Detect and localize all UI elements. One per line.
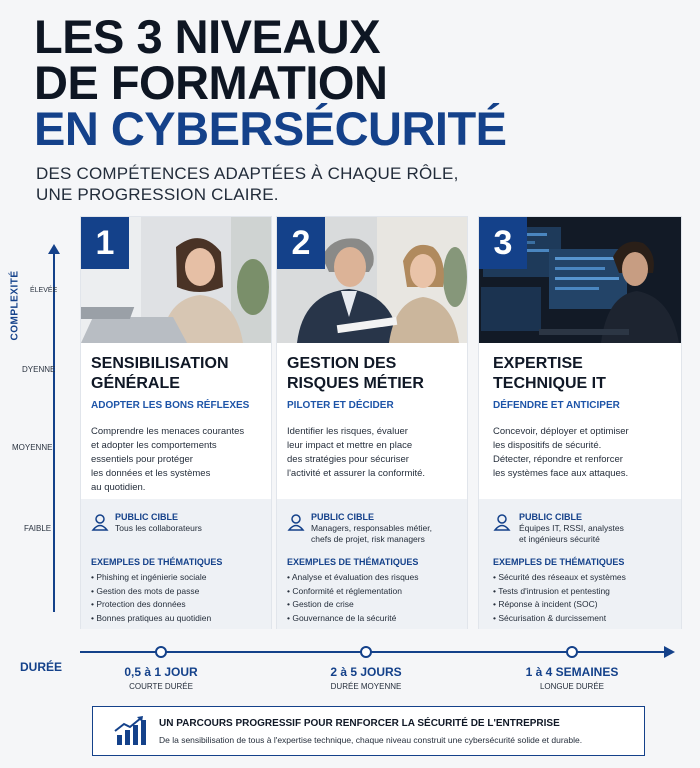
level-card-1 bbox=[80, 216, 272, 629]
examples-list bbox=[91, 571, 269, 626]
public-target-title: PUBLIC CIBLE bbox=[519, 512, 582, 522]
list-item: • Tests d'intrusion et pentesting bbox=[493, 585, 671, 599]
complexity-axis-line bbox=[53, 252, 55, 612]
card-subtitle: DÉFENDRE ET ANTICIPER bbox=[493, 400, 620, 411]
person-icon bbox=[91, 513, 109, 531]
examples-title: EXEMPLES DE THÉMATIQUES bbox=[91, 557, 223, 567]
card-subtitle: PILOTER ET DÉCIDER bbox=[287, 400, 394, 411]
photo-business-meeting bbox=[277, 217, 467, 343]
page-subtitle bbox=[36, 163, 459, 205]
list-item: • Gestion des mots de passe bbox=[91, 585, 269, 599]
card-subtitle: ADOPTER LES BONS RÉFLEXES bbox=[91, 400, 250, 411]
axis-tick-mid-upper: DYENNE bbox=[22, 365, 56, 374]
timeline-dot bbox=[155, 646, 167, 658]
examples-list bbox=[287, 571, 465, 626]
person-icon bbox=[493, 513, 511, 531]
examples-title: EXEMPLES DE THÉMATIQUES bbox=[287, 557, 419, 567]
duration-item-1: 0,5 à 1 JOUR COURTE DURÉE bbox=[124, 665, 198, 691]
public-target-text: Équipes IT, RSSI, analystes et ingénieurs sécurité bbox=[519, 523, 624, 544]
page-title bbox=[34, 10, 507, 155]
list-item: • Gouvernance de la sécurité bbox=[287, 612, 465, 626]
card-title: SENSIBILISATION GÉNÉRALE bbox=[91, 355, 229, 392]
duration-item-3: 1 à 4 SEMAINES LONGUE DURÉE bbox=[525, 665, 619, 691]
subtitle-line-1: DES COMPÉTENCES ADAPTÉES À CHAQUE RÔLE, bbox=[36, 164, 459, 183]
timeline-dot bbox=[566, 646, 578, 658]
title-line-3: EN CYBERSÉCURITÉ bbox=[34, 102, 507, 155]
footer-title: UN PARCOURS PROGRESSIF POUR RENFORCER LA SÉCURITÉ DE L'ENTREPRISE bbox=[159, 718, 560, 729]
axis-tick-low: FAIBLE bbox=[24, 524, 52, 533]
examples-title: EXEMPLES DE THÉMATIQUES bbox=[493, 557, 625, 567]
list-item: • Protection des données bbox=[91, 598, 269, 612]
timeline-dot bbox=[360, 646, 372, 658]
footer-text: De la sensibilisation de tous à l'expertise technique, chaque niveau construit une cybersécurité solide et durable. bbox=[159, 735, 583, 745]
axis-tick-high: ÉLEVÉE bbox=[30, 287, 58, 294]
list-item: • Bonnes pratiques au quotidien bbox=[91, 612, 269, 626]
card-description: Comprendre les menaces courantes et adopter les comportements essentiels pour protéger les données et les systèmes au quotidien. bbox=[91, 426, 245, 493]
card-title: EXPERTISE TECHNIQUE IT bbox=[493, 355, 606, 392]
timeline-arrow-icon bbox=[664, 646, 675, 658]
photo-woman-laptop bbox=[81, 217, 271, 343]
public-target-text: Managers, responsables métier, chefs de projet, risk managers bbox=[311, 523, 432, 544]
level-card-2 bbox=[276, 216, 468, 629]
list-item: • Conformité et réglementation bbox=[287, 585, 465, 599]
card-description: Concevoir, déployer et optimiser les dispositifs de sécurité. Détecter, répondre et renforcer les systèmes face aux attaques. bbox=[493, 426, 629, 479]
list-item: • Phishing et ingénierie sociale bbox=[91, 571, 269, 585]
subtitle-line-2: UNE PROGRESSION CLAIRE. bbox=[36, 185, 279, 204]
duration-label: DURÉE bbox=[20, 660, 63, 674]
level-card-3 bbox=[478, 216, 682, 629]
level-number-1: 1 bbox=[81, 217, 129, 269]
complexity-axis-title: COMPLEXITÉ bbox=[9, 270, 21, 341]
level-number-3: 3 bbox=[479, 217, 527, 269]
duration-timeline bbox=[80, 651, 668, 653]
title-line-2: DE FORMATION bbox=[34, 56, 388, 109]
list-item: • Sécurité des réseaux et systèmes bbox=[493, 571, 671, 585]
list-item: • Réponse à incident (SOC) bbox=[493, 598, 671, 612]
public-target-title: PUBLIC CIBLE bbox=[115, 512, 178, 522]
duration-item-2: 2 à 5 JOURS DURÉE MOYENNE bbox=[330, 665, 402, 691]
person-icon bbox=[287, 513, 305, 531]
footer-banner bbox=[92, 706, 645, 756]
list-item: • Sécurisation & durcissement bbox=[493, 612, 671, 626]
axis-tick-mid: MOYENNE bbox=[12, 443, 53, 452]
level-number-2: 2 bbox=[277, 217, 325, 269]
title-line-1: LES 3 NIVEAUX bbox=[34, 10, 381, 63]
card-description: Identifier les risques, évaluer leur impact et mettre en place des stratégies pour sécuriser l'activité et assurer la conformité. bbox=[287, 426, 426, 479]
growth-chart-icon bbox=[113, 715, 147, 747]
public-target-text: Tous les collaborateurs bbox=[115, 523, 202, 533]
public-target-title: PUBLIC CIBLE bbox=[311, 512, 374, 522]
examples-list bbox=[493, 571, 671, 626]
photo-it-engineer-screens bbox=[479, 217, 681, 343]
list-item: • Gestion de crise bbox=[287, 598, 465, 612]
list-item: • Analyse et évaluation des risques bbox=[287, 571, 465, 585]
card-title: GESTION DES RISQUES MÉTIER bbox=[287, 355, 424, 392]
